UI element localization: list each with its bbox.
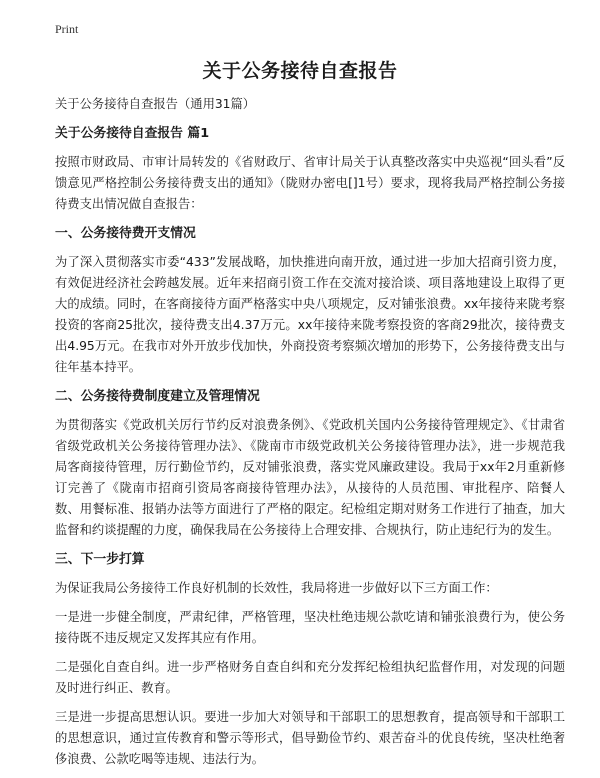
document-subtitle: 关于公务接待自查报告（通用31篇） [55,97,256,111]
document-title: 关于公务接待自查报告 [202,60,398,82]
section-3-paragraph-2: 一是进一步健全制度，严肃纪律，严格管理，坚决杜绝违规公款吃请和铺张浪费行为，使公务接待既不违反规定又发挥其应有作用。 [55,610,565,645]
section-heading-1: 一、公务接待费开支情况 [55,226,196,241]
document-body [55,94,565,778]
section-3-paragraph-1: 为保证我局公务接待工作良好机制的长效性，我局将进一步做好以下三方面工作： [55,581,498,595]
section-1-paragraph: 为了深入贯彻落实市委“433”发展战略，加快推进向南开放，通过进一步加大招商引资力度，有效促进经济社会跨越发展。近年来招商引资工作在交流对接洽谈、项目落地建设上取得了更大的成绩。同时，在客商接待方面严格落实中央八项规定，反对铺张浪费。xx年接待来陇考察投资的客商25批次，接待费支出4.37万元。xx年接待来陇考察投资的客商29批次，接待费支出4.95万元。在我市对外开放步伐加快，外商投资考察频次增加的形势下，公务接待费支出与往年基本持平。 [55,255,565,374]
section-heading-2: 二、公务接待费制度建立及管理情况 [55,389,260,404]
article-heading: 关于公务接待自查报告 篇1 [55,126,210,141]
section-heading-3: 三、下一步打算 [55,552,145,567]
print-link[interactable]: Print [55,22,79,36]
section-3-paragraph-3: 二是强化自查自纠。进一步严格财务自查自纠和充分发挥纪检组执纪监督作用，对发现的问题及时进行纠正、教育。 [55,660,565,695]
intro-paragraph: 按照市财政局、市审计局转发的《省财政厅、省审计局关于认真整改落实中央巡视“回头看”反馈意见严格控制公务接待费支出的通知》（陇财办密电[]1号）要求，现将我局严格控制公务接待费支出情况做自查报告： [55,155,565,211]
section-3-paragraph-4: 三是进一步提高思想认识。要进一步加大对领导和干部职工的思想教育，提高领导和干部职工的思想意识，通过宣传教育和警示等形式，倡导勤俭节约、艰苦奋斗的优良传统，坚决杜绝奢侈浪费、公款吃喝等违规、违法行为。 [55,710,565,766]
section-2-paragraph: 为贯彻落实《党政机关厉行节约反对浪费条例》、《党政机关国内公务接待管理规定》、《甘肃省省级党政机关公务接待管理办法》、《陇南市市级党政机关公务接待管理办法》，进一步规范我局客商接待管理，厉行勤俭节约，反对铺张浪费，落实党风廉政建设。我局于xx年2月重新修订完善了《陇南市招商引资局客商接待管理办法》，从接待的人员范围、审批程序、陪餐人数、用餐标准、报销办法等方面进行了严格的限定。纪检组定期对财务工作进行了抽查，加大监督和约谈提醒的力度，确保我局在公务接待上合理安排、合规执行，防止违纪行为的发生。 [55,418,565,537]
